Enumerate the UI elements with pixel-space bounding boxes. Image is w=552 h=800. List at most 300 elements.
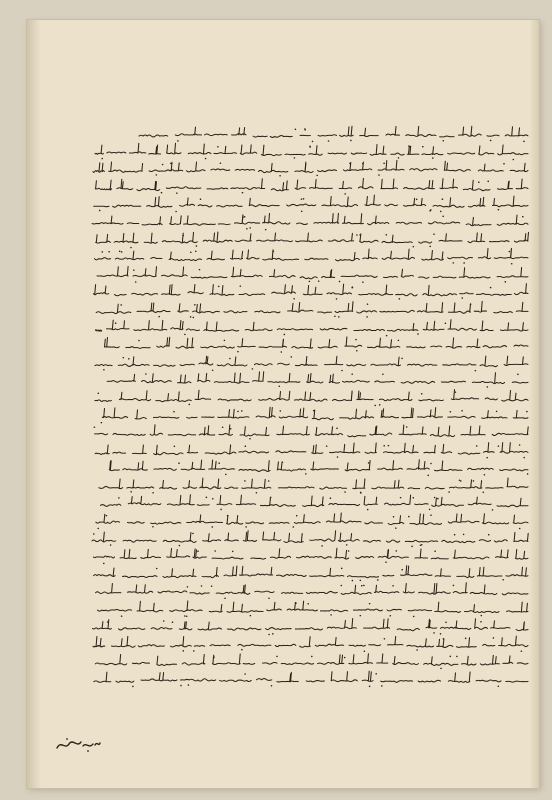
diacritic-dot: [244, 674, 246, 676]
diacritic-dot: [443, 140, 445, 142]
manuscript-line: [90, 231, 530, 249]
diacritic-dot: [330, 614, 332, 616]
diacritic-dot: [410, 146, 412, 148]
diacritic-dot: [291, 356, 293, 358]
diacritic-dot: [217, 146, 219, 148]
marginal-note-icon: [55, 736, 101, 754]
manuscript-line: [90, 195, 530, 213]
diacritic-dot: [245, 526, 247, 528]
diacritic-dot: [352, 580, 354, 582]
diacritic-dot: [220, 163, 222, 165]
diacritic-dot: [102, 251, 104, 253]
diacritic-dot: [445, 322, 447, 324]
diacritic-dot: [408, 145, 410, 147]
diacritic-dot: [293, 298, 295, 300]
diacritic-dot: [211, 586, 213, 588]
diacritic-dot: [481, 615, 483, 617]
diacritic-dot: [351, 287, 353, 289]
diacritic-dot: [194, 304, 196, 306]
ink-stroke: [139, 126, 528, 137]
diacritic-dot: [487, 180, 489, 182]
ink-stroke: [94, 195, 528, 207]
manuscript-line: [90, 653, 530, 671]
diacritic-dot: [349, 163, 351, 165]
diacritic-dot: [413, 245, 415, 247]
diacritic-dot: [108, 251, 110, 253]
diacritic-dot: [184, 615, 186, 617]
diacritic-dot: [422, 146, 424, 148]
diacritic-dot: [309, 146, 311, 148]
diacritic-dot: [459, 479, 461, 481]
diacritic-dot: [296, 515, 298, 517]
manuscript-line: [90, 600, 530, 618]
manuscript-line: [90, 178, 530, 196]
diacritic-dot: [192, 532, 194, 534]
diacritic-dot: [244, 480, 246, 482]
manuscript-line: [90, 266, 530, 284]
diacritic-dot: [118, 498, 120, 500]
diacritic-dot: [158, 316, 160, 318]
diacritic-dot: [359, 234, 361, 236]
diacritic-dot: [110, 544, 112, 546]
diacritic-dot: [416, 199, 418, 201]
diacritic-dot: [304, 129, 306, 131]
diacritic-dot: [120, 304, 122, 306]
diacritic-dot: [237, 410, 239, 412]
diacritic-dot: [406, 426, 408, 428]
diacritic-dot: [366, 316, 368, 318]
diacritic-dot: [448, 491, 450, 493]
diacritic-dot: [437, 498, 439, 500]
diacritic-dot: [206, 497, 208, 499]
diacritic-dot: [182, 234, 184, 236]
diacritic-dot: [246, 228, 248, 230]
diacritic-dot: [242, 216, 244, 218]
diacritic-dot: [321, 545, 323, 547]
diacritic-dot: [498, 445, 500, 447]
diacritic-dot: [396, 550, 398, 552]
diacritic-dot: [218, 286, 220, 288]
manuscript-line: [90, 125, 530, 143]
diacritic-dot: [123, 357, 125, 359]
diacritic-dot: [119, 251, 121, 253]
diacritic-dot: [212, 526, 214, 528]
manuscript-line: [90, 213, 530, 231]
diacritic-dot: [399, 298, 401, 300]
diacritic-dot: [450, 411, 452, 413]
diacritic-dot: [383, 445, 385, 447]
diacritic-dot: [281, 351, 283, 353]
ink-stroke: [93, 618, 528, 630]
diacritic-dot: [241, 410, 243, 412]
ink-stroke: [96, 513, 528, 525]
diacritic-dot: [478, 181, 480, 183]
diacritic-dot: [138, 340, 140, 342]
diacritic-dot: [511, 263, 513, 265]
diacritic-dot: [195, 251, 197, 253]
diacritic-dot: [220, 509, 222, 511]
diacritic-dot: [401, 569, 403, 571]
diacritic-dot: [453, 262, 455, 264]
ink-stroke: [95, 143, 528, 155]
diacritic-dot: [311, 655, 313, 657]
diacritic-dot: [193, 650, 195, 652]
diacritic-dot: [272, 633, 274, 635]
diacritic-dot: [517, 374, 519, 376]
diacritic-dot: [381, 686, 383, 688]
diacritic-dot: [346, 544, 348, 546]
diacritic-dot: [496, 410, 498, 412]
manuscript-line: [90, 301, 530, 319]
diacritic-dot: [174, 445, 176, 447]
diacritic-dot: [498, 209, 500, 211]
ink-stroke: [94, 566, 529, 578]
diacritic-dot: [430, 209, 432, 211]
diacritic-dot: [502, 579, 504, 581]
manuscript-line: [90, 618, 530, 636]
diacritic-dot: [240, 286, 242, 288]
ink-stroke: [96, 301, 528, 313]
diacritic-dot: [440, 667, 442, 669]
diacritic-dot: [309, 280, 311, 282]
diacritic-dot: [107, 621, 109, 623]
diacritic-dot: [199, 269, 201, 271]
diacritic-dot: [393, 516, 395, 518]
diacritic-dot: [227, 515, 229, 517]
ink-stroke: [99, 478, 528, 489]
diacritic-dot: [295, 129, 297, 131]
diacritic-dot: [429, 509, 431, 511]
diacritic-dot: [336, 428, 338, 430]
diacritic-dot: [339, 280, 341, 282]
diacritic-dot: [440, 633, 442, 635]
ink-stroke: [95, 425, 529, 437]
diacritic-dot: [392, 585, 394, 587]
ink-stroke: [92, 213, 528, 225]
diacritic-dot: [450, 655, 452, 657]
ink-stroke: [104, 337, 528, 348]
diacritic-dot: [271, 685, 273, 687]
diacritic-dot: [382, 374, 384, 376]
diacritic-dot: [445, 621, 447, 623]
manuscript-line: [90, 319, 530, 337]
ink-stroke: [96, 232, 529, 243]
ink-stroke: [93, 161, 528, 173]
diacritic-dot: [328, 140, 330, 142]
diacritic-dot: [244, 216, 246, 218]
diacritic-dot: [212, 498, 214, 500]
diacritic-dot: [307, 603, 309, 605]
diacritic-dot: [241, 649, 243, 651]
diacritic-dot: [526, 410, 528, 412]
diacritic-dot: [145, 374, 147, 376]
diacritic-dot: [421, 393, 423, 395]
diacritic-dot: [487, 386, 489, 388]
diacritic-dot: [398, 340, 400, 342]
diacritic-dot: [197, 551, 199, 553]
diacritic-dot: [94, 426, 96, 428]
ink-stroke: [95, 654, 528, 666]
diacritic-dot: [367, 303, 369, 305]
diacritic-dot: [362, 163, 364, 165]
diacritic-dot: [101, 157, 103, 159]
diacritic-dot: [128, 358, 130, 360]
diacritic-dot: [338, 316, 340, 318]
handwritten-text-block: [90, 125, 530, 690]
diacritic-dot: [384, 638, 386, 640]
diacritic-dot: [294, 157, 296, 159]
diacritic-dot: [429, 245, 431, 247]
diacritic-dot: [465, 638, 467, 640]
diacritic-dot: [190, 252, 192, 254]
diacritic-dot: [273, 251, 275, 253]
manuscript-line: [90, 442, 530, 460]
diacritic-dot: [152, 526, 154, 528]
diacritic-dot: [170, 163, 172, 165]
diacritic-dot: [98, 392, 100, 394]
manuscript-line: [90, 407, 530, 425]
diacritic-dot: [361, 585, 363, 587]
diacritic-dot: [490, 140, 492, 142]
diacritic-dot: [173, 410, 175, 412]
diacritic-dot: [205, 157, 207, 159]
diacritic-dot: [176, 192, 178, 194]
diacritic-dot: [484, 474, 486, 476]
diacritic-dot: [279, 386, 281, 388]
diacritic-dot: [106, 515, 108, 517]
ink-stroke: [109, 460, 528, 472]
diacritic-dot: [326, 445, 328, 447]
diacritic-dot: [463, 262, 465, 264]
manuscript-line: [90, 424, 530, 442]
diacritic-dot: [430, 514, 432, 516]
diacritic-dot: [201, 586, 203, 588]
diacritic-dot: [386, 234, 388, 236]
ink-stroke: [95, 178, 528, 191]
diacritic-dot: [237, 351, 239, 353]
diacritic-dot: [461, 410, 463, 412]
diacritic-dot: [101, 421, 103, 423]
ink-stroke: [96, 583, 528, 595]
diacritic-dot: [492, 510, 494, 512]
diacritic-dot: [378, 174, 380, 176]
diacritic-dot: [301, 199, 303, 201]
diacritic-dot: [213, 656, 215, 658]
diacritic-dot: [161, 192, 163, 194]
diacritic-dot: [453, 585, 455, 587]
diacritic-dot: [156, 174, 158, 176]
diacritic-dot: [360, 579, 362, 581]
diacritic-dot: [336, 298, 338, 300]
diacritic-dot: [132, 686, 134, 688]
diacritic-dot: [434, 497, 436, 499]
diacritic-dot: [270, 497, 272, 499]
diacritic-dot: [476, 445, 478, 447]
diacritic-dot: [295, 602, 297, 604]
diacritic-dot: [470, 303, 472, 305]
ink-stroke: [101, 495, 529, 507]
diacritic-dot: [222, 427, 224, 429]
diacritic-dot: [356, 350, 358, 352]
diacritic-dot: [509, 251, 511, 253]
diacritic-dot: [486, 457, 488, 459]
diacritic-dot: [368, 462, 370, 464]
diacritic-dot: [303, 198, 305, 200]
diacritic-dot: [115, 322, 117, 324]
diacritic-dot: [93, 533, 95, 535]
diacritic-dot: [355, 339, 357, 341]
manuscript-line: [90, 477, 530, 495]
diacritic-dot: [398, 157, 400, 159]
ink-stroke: [107, 372, 528, 384]
diacritic-dot: [305, 473, 307, 475]
manuscript-line: [90, 389, 530, 407]
diacritic-dot: [163, 620, 165, 622]
manuscript-line: [90, 160, 530, 178]
diacritic-dot: [375, 673, 377, 675]
diacritic-dot: [442, 199, 444, 201]
ink-stroke: [94, 284, 529, 296]
diacritic-dot: [200, 199, 202, 201]
diacritic-dot: [344, 491, 346, 493]
diacritic-dot: [434, 551, 436, 553]
diacritic-dot: [463, 533, 465, 535]
diacritic-dot: [498, 686, 500, 688]
manuscript-line: [90, 635, 530, 653]
diacritic-dot: [99, 210, 101, 212]
diacritic-dot: [188, 685, 190, 687]
diacritic-dot: [341, 567, 343, 569]
manuscript-line: [90, 336, 530, 354]
diacritic-dot: [179, 544, 181, 546]
diacritic-dot: [433, 233, 435, 235]
diacritic-dot: [416, 649, 418, 651]
diacritic-dot: [488, 534, 490, 536]
diacritic-dot: [454, 534, 456, 536]
diacritic-dot: [493, 637, 495, 639]
page-edge: [529, 20, 539, 788]
diacritic-dot: [432, 157, 434, 159]
diacritic-dot: [218, 463, 220, 465]
ink-stroke: [98, 601, 529, 613]
diacritic-dot: [135, 281, 137, 283]
ink-stroke: [94, 549, 529, 560]
diacritic-dot: [230, 428, 232, 430]
diacritic-dot: [276, 655, 278, 657]
diacritic-dot: [249, 438, 251, 440]
diacritic-dot: [433, 632, 435, 634]
diacritic-dot: [360, 615, 362, 617]
diacritic-dot: [279, 175, 281, 177]
diacritic-dot: [232, 551, 234, 553]
diacritic-dot: [377, 579, 379, 581]
diacritic-dot: [183, 650, 185, 652]
diacritic-dot: [224, 340, 226, 342]
diacritic-dot: [225, 474, 227, 476]
diacritic-dot: [385, 562, 387, 564]
diacritic-dot: [177, 140, 179, 142]
diacritic-dot: [363, 585, 365, 587]
diacritic-dot: [249, 227, 251, 229]
diacritic-dot: [367, 509, 369, 511]
diacritic-dot: [229, 357, 231, 359]
manuscript-line: [90, 582, 530, 600]
diacritic-dot: [184, 333, 186, 335]
diacritic-dot: [214, 550, 216, 552]
diacritic-dot: [156, 568, 158, 570]
diacritic-dot: [245, 445, 247, 447]
manuscript-line: [90, 494, 530, 512]
manuscript-line: [90, 512, 530, 530]
diacritic-dot: [344, 657, 346, 659]
manuscript-line: [90, 248, 530, 266]
diacritic-dot: [473, 480, 475, 482]
diacritic-dot: [180, 685, 182, 687]
diacritic-dot: [383, 163, 385, 165]
binding-shadow: [27, 20, 41, 788]
diacritic-dot: [430, 463, 432, 465]
manuscript-line: [90, 459, 530, 477]
diacritic-dot: [313, 409, 315, 411]
diacritic-dot: [242, 192, 244, 194]
ink-stroke: [95, 390, 528, 402]
manuscript-line: [90, 530, 530, 548]
manuscript-line: [90, 143, 530, 161]
diacritic-dot: [196, 245, 198, 247]
diacritic-dot: [417, 333, 419, 335]
diacritic-dot: [152, 492, 154, 494]
diacritic-dot: [443, 638, 445, 640]
manuscript-line: [90, 547, 530, 565]
ink-stroke: [97, 266, 528, 278]
manuscript-line: [90, 565, 530, 583]
diacritic-dot: [162, 164, 164, 166]
diacritic-dot: [379, 404, 381, 406]
diacritic-dot: [522, 216, 524, 218]
diacritic-dot: [250, 615, 252, 617]
ink-stroke: [93, 636, 528, 647]
diacritic-dot: [190, 316, 192, 318]
diacritic-dot: [282, 462, 284, 464]
diacritic-dot: [121, 251, 123, 253]
diacritic-dot: [420, 544, 422, 546]
diacritic-dot: [401, 357, 403, 359]
ink-stroke: [95, 442, 528, 454]
diacritic-dot: [189, 404, 191, 406]
ink-stroke: [95, 356, 528, 367]
manuscript-page: [27, 20, 539, 788]
diacritic-dot: [523, 456, 525, 458]
ink-stroke: [96, 319, 529, 331]
diacritic-dot: [341, 585, 343, 587]
diacritic-dot: [252, 368, 254, 370]
diacritic-dot: [369, 603, 371, 605]
diacritic-dot: [490, 287, 492, 289]
manuscript-line: [90, 371, 530, 389]
ink-stroke: [92, 530, 528, 542]
diacritic-dot: [408, 516, 410, 518]
diacritic-dot: [318, 280, 320, 282]
manuscript-line: [90, 670, 530, 688]
diacritic-dot: [334, 315, 336, 317]
diacritic-dot: [400, 497, 402, 499]
diacritic-dot: [413, 497, 415, 499]
ink-stroke: [102, 407, 528, 419]
diacritic-dot: [462, 298, 464, 300]
ink-stroke: [94, 671, 528, 682]
diacritic-dot: [351, 374, 353, 376]
diacritic-dot: [456, 655, 458, 657]
